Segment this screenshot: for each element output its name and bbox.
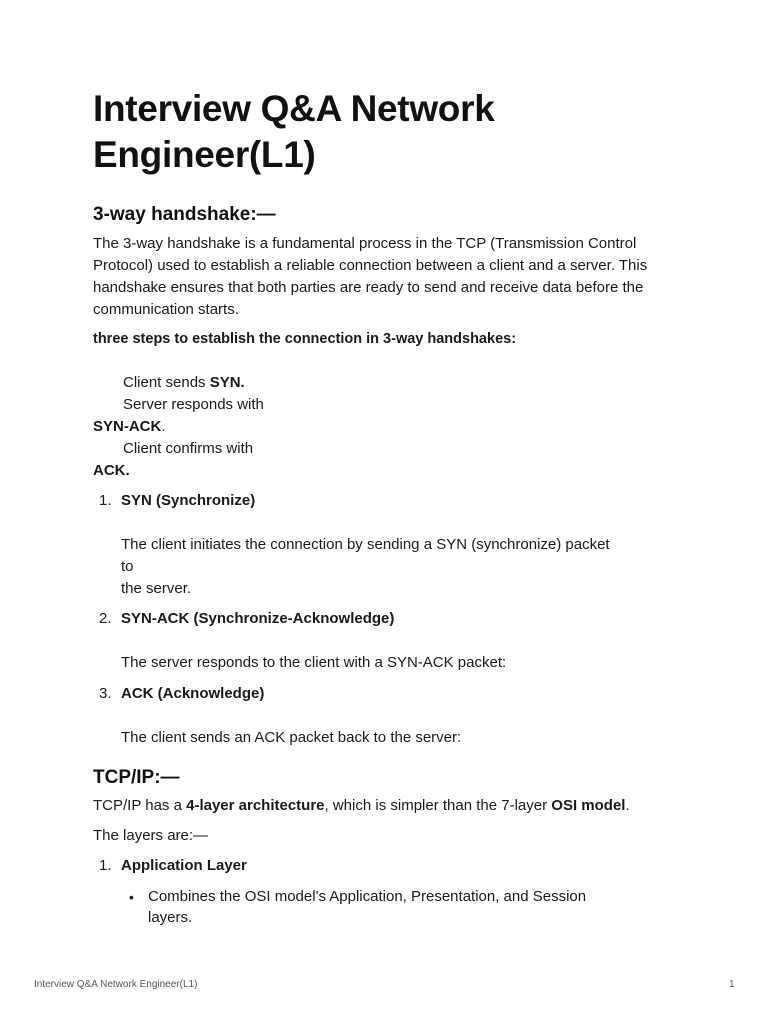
step-title: ACK (Acknowledge) bbox=[121, 685, 265, 702]
steps-heading: three steps to establish the connection in 3-way handshakes: bbox=[93, 331, 517, 347]
bullet-icon: • bbox=[129, 889, 134, 905]
step-description-line: The client sends an ACK packet back to the server: bbox=[121, 729, 462, 746]
page-title: Interview Q&A Network Engineer(L1) bbox=[93, 88, 495, 175]
step-title: SYN-ACK (Synchronize-Acknowledge) bbox=[121, 610, 395, 627]
step-number: 1. bbox=[99, 492, 112, 509]
step-title: SYN (Synchronize) bbox=[121, 492, 256, 509]
step-description-line: to bbox=[121, 558, 134, 575]
step-number: 3. bbox=[99, 685, 112, 702]
summary-line-3 bbox=[93, 416, 166, 438]
step-number: 2. bbox=[99, 610, 112, 627]
summary-line-3-text: . bbox=[161, 418, 166, 435]
tcpip-intro-text: . bbox=[625, 797, 630, 814]
layer-number: 1. bbox=[99, 857, 112, 874]
summary-line-2: Server responds with bbox=[123, 396, 264, 413]
tcpip-intro-bold: 4-layer architecture bbox=[186, 797, 325, 814]
summary-line-5: ACK. bbox=[93, 462, 130, 479]
tcpip-intro bbox=[93, 795, 683, 817]
summary-line-1-text: Client sends bbox=[123, 374, 210, 391]
layer-bullet-line: layers. bbox=[148, 909, 193, 926]
summary-line-1-bold: SYN. bbox=[209, 374, 245, 391]
footer-title: Interview Q&A Network Engineer(L1) bbox=[34, 979, 198, 990]
summary-line-4: Client confirms with bbox=[123, 440, 254, 457]
handshake-intro: The 3-way handshake is a fundamental process in the TCP (Transmission Control Protocol) used to establish a reliable connection between a client and a server. This handshake ensures that both parties are ready to send and receive data before the communication starts. bbox=[93, 235, 648, 318]
step-description-line: The server responds to the client with a SYN-ACK packet: bbox=[121, 654, 507, 671]
summary-line-1 bbox=[123, 372, 245, 394]
layers-label: The layers are:— bbox=[93, 827, 209, 844]
layer-bullet-line: Combines the OSI model's Application, Presentation, and Session bbox=[148, 888, 587, 905]
step-description-line: the server. bbox=[121, 580, 192, 597]
tcpip-intro-bold: OSI model bbox=[551, 797, 626, 814]
layer-title: Application Layer bbox=[121, 857, 247, 874]
tcpip-intro-text: , which is simpler than the 7-layer bbox=[324, 797, 552, 814]
section-heading-handshake: 3-way handshake:— bbox=[93, 204, 276, 225]
summary-line-3-bold: SYN-ACK bbox=[93, 418, 162, 435]
page-number: 1 bbox=[729, 979, 735, 990]
section-heading-tcpip: TCP/IP:— bbox=[93, 767, 180, 788]
tcpip-intro-text: TCP/IP has a bbox=[93, 797, 187, 814]
step-description-line: The client initiates the connection by sending a SYN (synchronize) packet bbox=[121, 536, 610, 553]
